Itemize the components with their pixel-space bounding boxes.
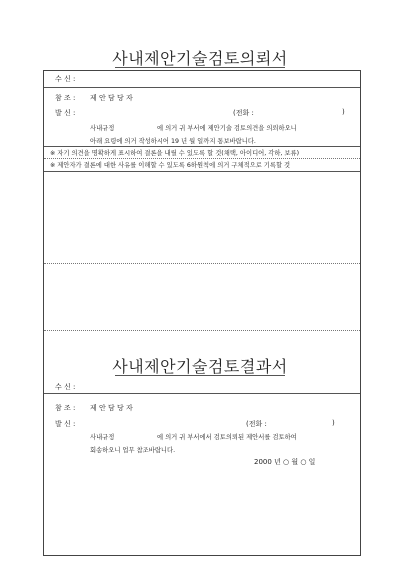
divider [44, 146, 360, 147]
request-note-1: ※ 자기 의견을 명확하게 표시하여 결론을 내릴 수 있도록 할 것(채택, 아이디어, 각하, 보류) [50, 150, 300, 157]
result-body-line1: 에 의거 귀 부서에서 검토의뢰된 제안서를 검토하여 [157, 434, 297, 441]
result-to-label: 수 신 : [55, 383, 76, 391]
request-ref-value: 제 안 담 당 자 [90, 94, 133, 102]
result-date: 2000 년 ○ 월 ○ 일 [254, 458, 316, 466]
request-phone-label: (전화 : [233, 109, 254, 117]
request-body-regulation: 사내규정 [90, 125, 115, 132]
request-body-line2: 아래 요령에 의거 작성하시어 19 년 월 일까지 통보바랍니다. [90, 138, 256, 145]
result-ref-value: 제 안 담 당 자 [90, 404, 133, 412]
result-title-underline [115, 375, 285, 376]
request-note-2: ※ 제안자가 결론에 대한 사유를 이해할 수 있도록 6하원칙에 의거 구체적으로 기록할 것 [50, 162, 291, 169]
request-body-line1: 에 의거 귀 부서에 제안기술 검토의견을 의뢰하오니 [157, 125, 297, 132]
request-title-underline [115, 67, 285, 68]
result-phone-close: ) [332, 419, 335, 427]
request-phone-close: ) [342, 108, 345, 116]
result-body-line2: 회송하오니 업무 참조바랍니다. [90, 447, 176, 454]
answer-area-dotted-divider [44, 263, 360, 264]
result-ref-label: 참 조 : [55, 404, 76, 412]
request-from-label: 발 신 : [55, 109, 76, 117]
request-ref-label: 참 조 : [55, 94, 76, 102]
request-to-label: 수 신 : [55, 75, 76, 83]
divider [44, 393, 360, 394]
divider [44, 171, 360, 172]
result-from-label: 발 신 : [55, 420, 76, 428]
result-title: 사내제안기술검토결과서 [112, 357, 288, 376]
divider-dotted [44, 158, 360, 159]
request-title: 사내제안기술검토의뢰서 [112, 49, 288, 68]
divider [44, 87, 360, 88]
result-phone-label: (전화 : [246, 420, 267, 428]
result-body-regulation: 사내규정 [90, 434, 115, 441]
section-dotted-divider [44, 330, 360, 331]
